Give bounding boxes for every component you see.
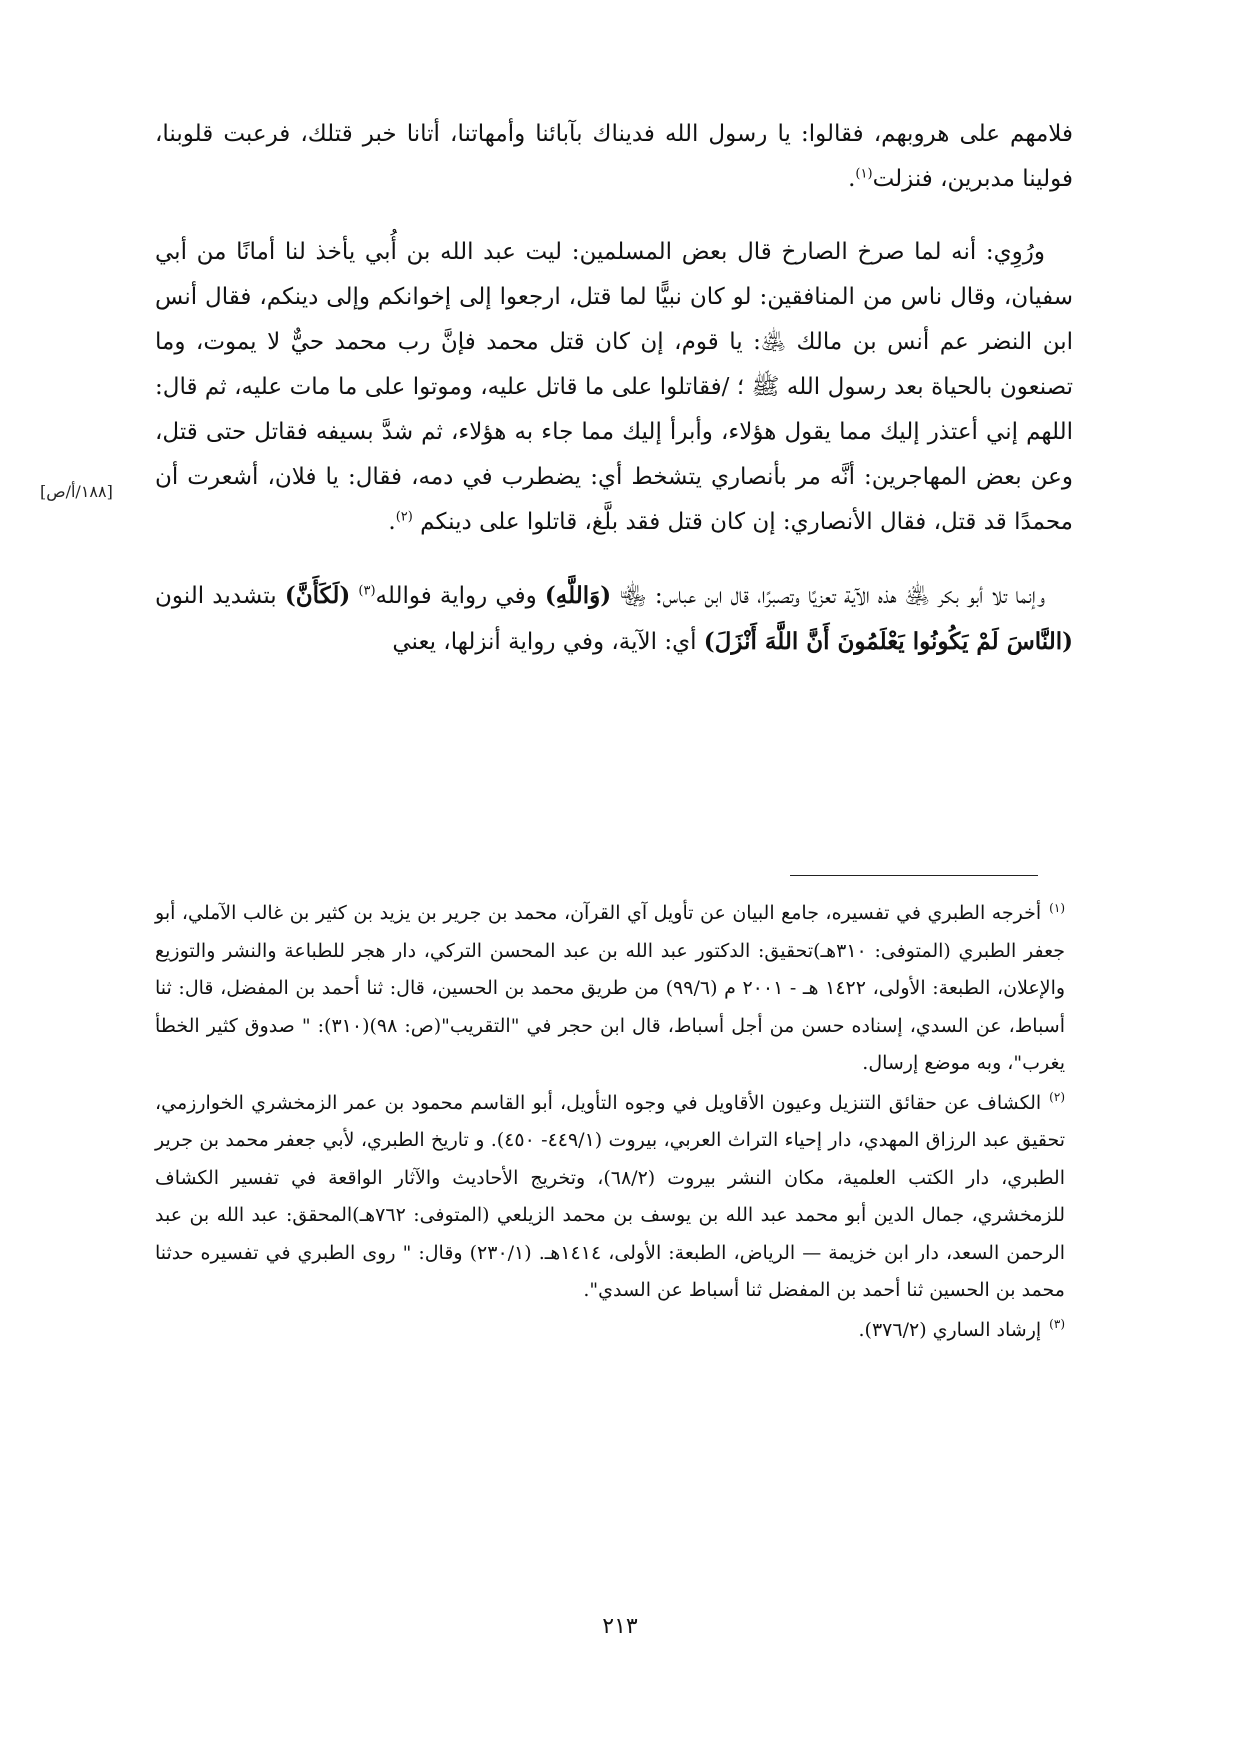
footnote-ref-2[interactable]: (٢) <box>395 509 413 525</box>
manuscript-folio-marker: [١٨٨/أ/ص] <box>40 482 113 501</box>
paragraph-3-part1: وإنما تلا أبو بكر ﵁ هذه الآية تعزيًا وتصبرًا، قال ابن عباس: ﵄ <box>619 583 1046 609</box>
footnote-2 <box>155 1085 1073 1310</box>
footnote-separator <box>790 875 1038 876</box>
footnote-number-1: (١) <box>1049 900 1065 915</box>
footnote-number-3: (٣) <box>1049 1317 1065 1332</box>
paragraph-3 <box>155 573 1073 665</box>
paragraph-3-part4: أي: الآية، وفي رواية أنزلها، يعني <box>392 629 697 655</box>
footnote-text-2: الكشاف عن حقائق التنزيل وعيون الأقاويل في وجوه التأويل، أبو القاسم محمود بن عمر الزمخشري الخوارزمي، تحقيق عبد الرزاق المهدي، دار إحياء التراث العربي، بيروت (٤٤٩/١- ٤٥٠). و تاريخ الطبري، لأبي جعفر محمد بن جرير الطبري، دار الكتب العلمية، مكان النشر بيروت (٦٨/٢)، وتخريج الأحاديث والآثار الواقعة في تفسير الكشاف للزمخشري، جمال الدين أبو محمد عبد الله بن يوسف بن محمد الزيلعي (المتوفى: ٧٦٢هـ)المحقق: عبد الله بن عبد الرحمن السعد، دار ابن خزيمة — الرياض، الطبعة: الأولى، ١٤١٤هـ. (٢٣٠/١) وقال: " روى الطبري في تفسيره حدثنا محمد بن الحسين ثنا أحمد بن المفضل ثنا أسباط عن السدي". <box>155 1091 1065 1301</box>
quote-lakaanna: (لَكَأَنَّ) <box>284 582 351 609</box>
quote-verse: (النَّاسَ لَمْ يَكُونُوا يَعْلَمُونَ أَنَّ اللَّهَ أَنْزَلَ) <box>703 628 1073 655</box>
paragraph-2-end: . <box>388 509 396 535</box>
paragraph-2-text: ورُوِي: أنه لما صرخ الصارخ قال بعض المسلمين: ليت عبد الله بن أُبي يأخذ لنا أمانًا من أبي سفيان، وقال ناس من المنافقين: لو كان نبيًّا لما قتل، ارجعوا إلى إخوانكم وإلى دينكم، فقال أنس ابن النضر عم أنس بن مالك ﵁: يا قوم، إن كان قتل محمد فإنَّ رب محمد حيٌّ لا يموت، وما تصنعون بالحياة بعد رسول الله ﷺ ؛ /فقاتلوا على ما قاتل عليه، وموتوا على ما مات عليه، ثم قال: اللهم إني أعتذر إليك مما يقول هؤلاء، وأبرأ إليك مما جاء به هؤلاء، ثم شدَّ بسيفه فقاتل حتى قتل، وعن بعض المهاجرين: أنَّه مر بأنصاري يتشخط أي: يضطرب في دمه، فقال: يا فلان، أشعرت أن محمدًا قد قتل، فقال الأنصاري: إن كان قتل فقد بلَّغ، قاتلوا على دينكم <box>155 239 1073 535</box>
footnote-ref-3[interactable]: (٣) <box>358 583 376 599</box>
footnote-text-3: إرشاد الساري (٣٧٦/٢). <box>858 1318 1042 1341</box>
paragraph-2 <box>155 230 1073 545</box>
quote-wallahi: (وَاللَّهِ) <box>544 582 612 609</box>
footnote-number-2: (٢) <box>1049 1090 1065 1105</box>
page-number: ٢١٣ <box>602 1614 638 1639</box>
paragraph-1-text: فلامهم على هروبهم، فقالوا: يا رسول الله فديناك بآبائنا وأمهاتنا، أتانا خبر قتلك، فرعبت قلوبنا، فولينا مدبرين، فنزلت <box>155 121 1073 192</box>
paragraph-1-end: . <box>848 166 856 192</box>
footnotes-section <box>155 895 1073 1351</box>
footnote-ref-1[interactable]: (١) <box>855 166 873 182</box>
paragraph-3-part2: وفي رواية فوالله <box>375 583 537 609</box>
paragraph-3-part3: بتشديد النون <box>155 583 277 609</box>
main-text-body <box>155 112 1073 693</box>
footnote-text-1: أخرجه الطبري في تفسيره، جامع البيان عن تأويل آي القرآن، محمد بن جرير بن يزيد بن كثير بن غالب الآملي، أبو جعفر الطبري (المتوفى: ٣١٠هـ)تحقيق: الدكتور عبد الله بن عبد المحسن التركي، دار هجر للطباعة والنشر والتوزيع والإعلان، الطبعة: الأولى، ١٤٢٢ هـ - ٢٠٠١ م (٩٩/٦) من طريق محمد بن الحسين، قال: ثنا أحمد بن المفضل، قال: ثنا أسباط، عن السدي، إسناده حسن من أجل أسباط، قال ابن حجر في "التقريب"(ص: ٩٨)(٣١٠): " صدوق كثير الخطأ يغرب"، وبه موضع إرسال. <box>155 902 1066 1074</box>
paragraph-1 <box>155 112 1073 202</box>
footnote-3 <box>155 1312 1073 1350</box>
footnote-1 <box>155 895 1073 1083</box>
